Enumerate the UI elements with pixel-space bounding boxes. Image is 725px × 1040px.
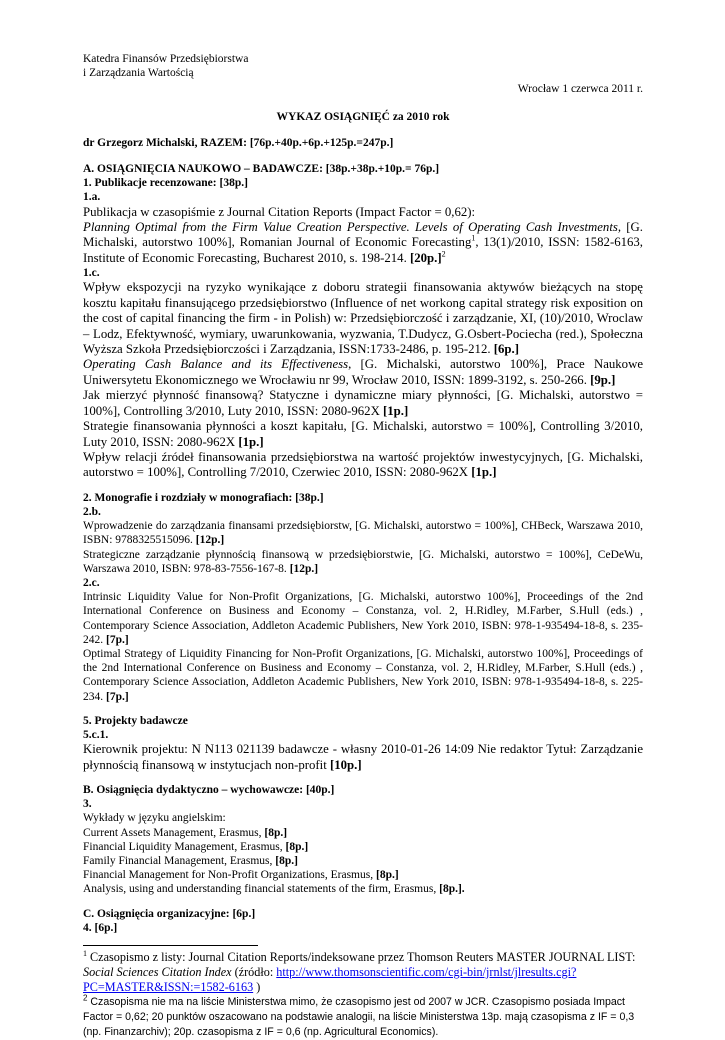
- subsection-4-heading: 4. [6p.]: [83, 921, 118, 934]
- section-b-heading: B. Osiągnięcia dydaktyczno – wychowawcze: [40p.]: [83, 784, 335, 796]
- monograph-2b-2: Strategiczne zarządzanie płynnością finansową w przedsiębiorstwie, [G. Michalski, autorstwo = 100%], CeDeWu, Warszawa 2010, ISBN: 978-83-7556-167-8. [12p.]: [83, 548, 643, 575]
- subsection-2b-heading: 2.b.: [83, 505, 101, 518]
- footnote-separator: [83, 945, 258, 946]
- publication-1a: Planning Optimal from the Firm Value Creation Perspective. Levels of Operating Cash Investments, [G. Michalski, autorstwo 100%], Romanian Journal of Economic Forecasting$^1$, 13(1)/2010, ISSN: 1582-6163, Institute of Economic Forecasting, Bucharest 2010, s. 198-214. $[20p.]^2$: [83, 220, 643, 265]
- chapter-2c-1: Intrinsic Liquidity Value for Non-Profit Organizations, [G. Michalski, autorstwo 100%], Proceedings of the 2nd International Conference on Business and Economy – Constanza, vol. 2, H.Ridley, M.Farber, S.Hull (eds.) , Contemporary Science Association, Addleton Academic Publishers, New York 2010, ISBN: 978-1-935494-18-8, s. 235-242. [7p.]: [83, 591, 643, 646]
- lectures-intro: Wykłady w języku angielskim:: [83, 812, 226, 825]
- list-item: Family Financial Management, Erasmus, [8p.]: [83, 855, 298, 868]
- place-date: Wrocław 1 czerwca 2011 r.: [517, 83, 643, 96]
- publication-1c-4: Strategie finansowania płynności a koszt kapitału, [G. Michalski, autorstwo = 100%], Controlling 3/2010, Luty 2010, ISSN: 2080-962X [1p.]: [83, 419, 643, 449]
- department-name: [83, 52, 643, 80]
- footnote-1: $^1$ Czasopismo z listy: Journal Citation Reports/indeksowane przez Thomson Reuters MASTER JOURNAL LIST: Social Sciences Citation Index (źródło: http://www.thomsonscientific.com/cgi-bin/jrnlst/jlresults.cgi?PC=MASTER&ISSN:=1582-6163 ): [83, 948, 636, 995]
- footnote-1-link[interactable]: http://www.thomsonscientific.com/cgi-bin/jrnlst/jlresults.cgi?PC=MASTER&ISSN:=1582-6163: [83, 965, 577, 995]
- department-line-1: Katedra Finansów Przedsiębiorstwa: [83, 53, 249, 65]
- footnote-2: $^2$ Czasopisma nie ma na liście Ministerstwa mimo, że czasopismo jest od 2007 w JCR. Czasopismo posiada Impact Factor = 0,62; 20 punktów oszacowano na podstawie analogii, na liście Ministerstwa 13p. mają czasopisma z IF = 0,3 (np. Finanzarchiv); 20p. czasopisma z IF = 0,6 (np. Agricultural Economics).: [83, 993, 635, 1039]
- subsection-2c-heading: 2.c.: [83, 576, 100, 589]
- subsection-1a-heading: 1.a.: [83, 191, 101, 204]
- department-line-2: i Zarządzania Wartością: [83, 67, 194, 80]
- lecture-list: [83, 826, 643, 897]
- footnote-ref-1[interactable]: 1: [471, 234, 476, 244]
- publication-1c-5: Wpływ relacji źródeł finansowania przedsiębiorstwa na wartość projektów inwestycyjnych, [G. Michalski, autorstwo = 100%], Controlling 7/2010, Czerwiec 2010, ISSN: 2080-962X [1p.]: [83, 449, 643, 480]
- publication-1a-intro: Publikacja w czasopiśmie z Journal Citation Reports (Impact Factor = 0,62):: [83, 204, 476, 219]
- document-page: [83, 52, 643, 1040]
- list-item: Financial Management for Non-Profit Organizations, Erasmus, [8p.]: [83, 869, 399, 882]
- list-item: Analysis, using and understanding financial statements of the firm, Erasmus, [8p.].: [83, 883, 465, 896]
- points: [20p.]: [409, 250, 442, 265]
- author-line: dr Grzegorz Michalski, RAZEM: [76p.+40p.+6p.+125p.=247p.]: [83, 136, 394, 149]
- list-item: Current Assets Management, Erasmus, [8p.]: [83, 826, 288, 839]
- footnote-ref-2[interactable]: 2: [441, 249, 446, 259]
- subsection-1c-heading: 1.c.: [83, 267, 100, 280]
- subsection-5c1-heading: 5.c.1.: [83, 728, 109, 741]
- document-title: WYKAZ OSIĄGNIĘĆ za 2010 rok: [276, 110, 450, 123]
- publication-1c-2: Operating Cash Balance and its Effectiveness, [G. Michalski, autorstwo 100%], Prace Naukowe Uniwersytetu Ekonomicznego we Wrocławiu nr 99, Wrocław 2010, ISSN: 1899-3192, s. 250-266. [9p.]: [83, 357, 643, 387]
- publication-1a-title: Planning Optimal from the Firm Value Creation Perspective. Levels of Operating Cash Investments,: [83, 220, 622, 235]
- subsection-3-heading: 3.: [83, 798, 92, 811]
- subsection-1-heading: 1. Publikacje recenzowane: [38p.]: [83, 177, 248, 190]
- monograph-2b-1: Wprowadzenie do zarządzania finansami przedsiębiorstw, [G. Michalski, autorstwo = 100%], CHBeck, Warszawa 2010, ISBN: 9788325515096. [12p.]: [83, 520, 643, 547]
- chapter-2c-2: Optimal Strategy of Liquidity Financing for Non-Profit Organizations, [G. Michalski, autorstwo 100%], Proceedings of the 2nd International Conference on Business and Economy – Constanza, vol. 2, H.Ridley, M.Farber, S.Hull (eds.) , Contemporary Science Association, Addleton Academic Publishers, New York 2010, ISBN: 978-1-935494-18-8, s. 225-234. [7p.]: [83, 647, 643, 703]
- subsection-2-heading: 2. Monografie i rozdziały w monografiach: [38p.]: [83, 491, 324, 504]
- list-item: Financial Liquidity Management, Erasmus, [8p.]: [83, 840, 309, 853]
- section-c-heading: C. Osiągnięcia organizacyjne: [6p.]: [83, 907, 256, 920]
- publication-1c-3: Jak mierzyć płynność finansową? Statyczne i dynamiczne miary płynności, [G. Michalski, autorstwo = 100%], Controlling 3/2010, Luty 2010, ISSN: 2080-962X [1p.]: [83, 388, 643, 418]
- publication-1c-1: Wpływ ekspozycji na ryzyko wynikające z doboru strategii finansowania aktywów bieżących na stopę kosztu kapitału finansującego przedsiębiorstwo (Influence of net workong capital strategy risk exposition on the cost of capital financing the firm - in Polish) w: Przedsiębiorczość i zarządzanie, XI, (10)/2010, Wroclaw – Lodz, Efektywność, wymiary, uwarunkowania, wyzwania, T.Dudycz, G.Osbert-Pociecha (red.), Społeczna Wyższa Szkoła Przedsiębiorczości i Zarządzania, ISSN:1733-2486, p. 195-212. [6p.]: [83, 280, 643, 357]
- section-a-heading: A. OSIĄGNIĘCIA NAUKOWO – BADAWCZE: [38p.+38p.+10p.= 76p.]: [83, 163, 440, 176]
- subsection-5-heading: 5. Projekty badawcze: [83, 714, 188, 727]
- research-project: Kierownik projektu: N N113 021139 badawcze - własny 2010-01-26 14:09 Nie redaktor Tytuł: Zarządzanie płynnością finansową w instytucjach non-profit [10p.]: [83, 742, 643, 772]
